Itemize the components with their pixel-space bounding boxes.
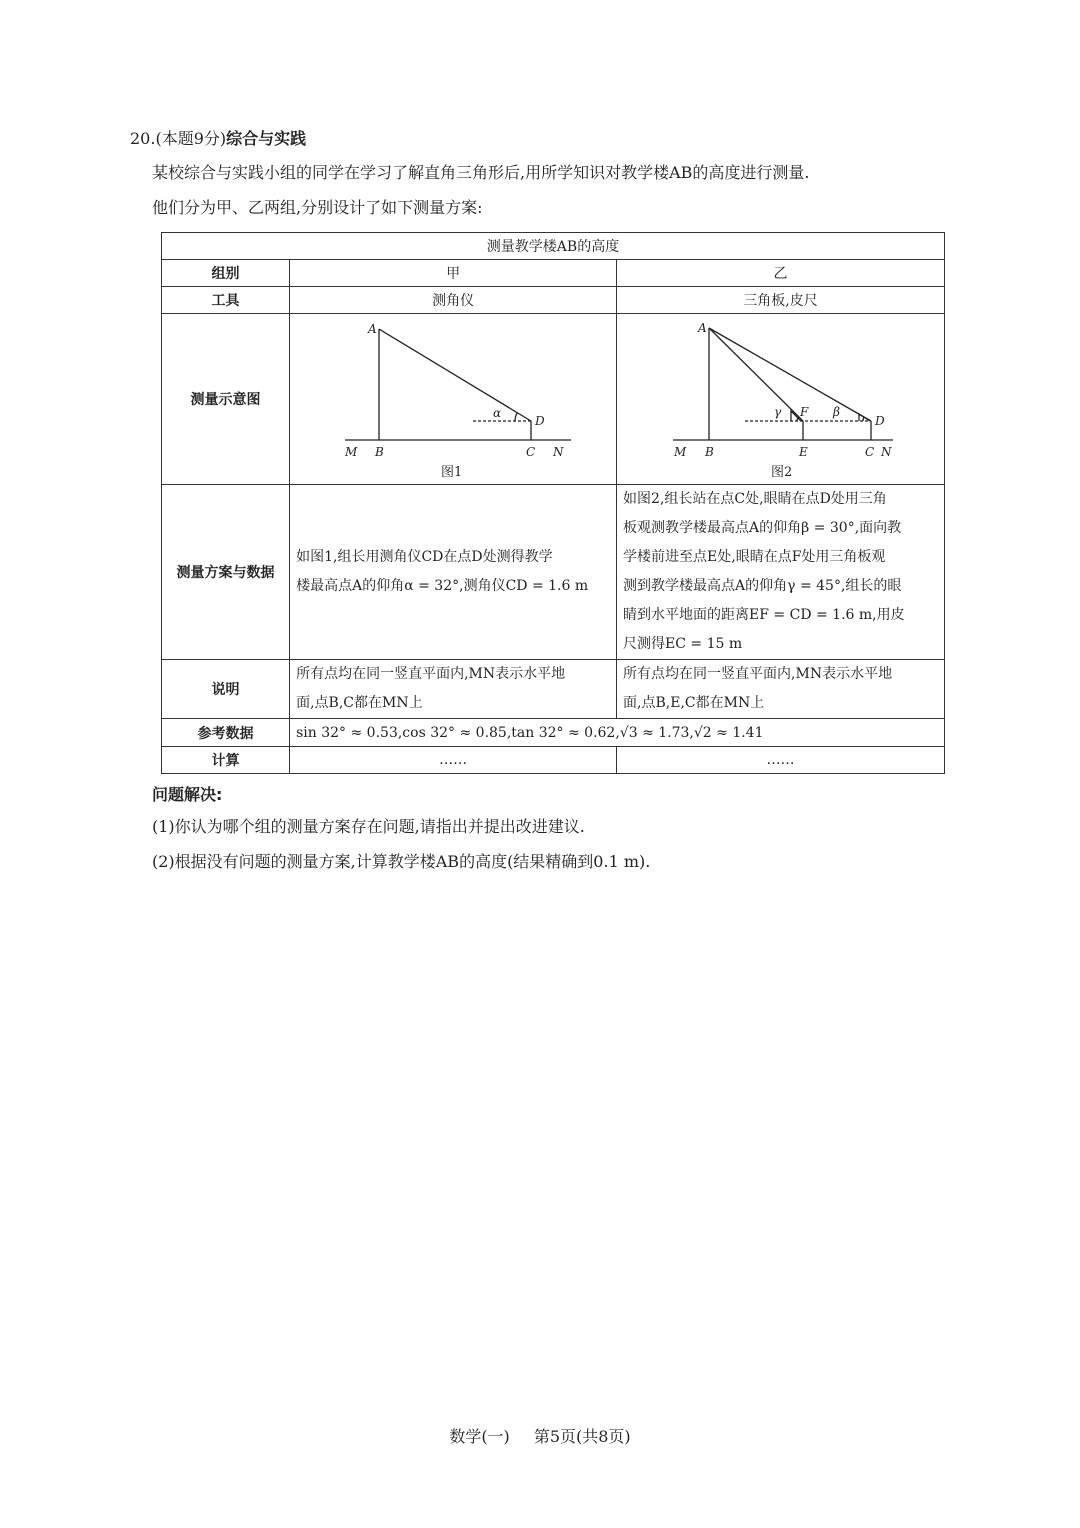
footer-subject: 数学(一) — [449, 1427, 510, 1446]
label-M: M — [673, 445, 686, 459]
figure-2-caption: 图2 — [770, 465, 792, 480]
row-label-calc: 计算 — [162, 747, 290, 774]
label-B: B — [704, 445, 714, 459]
measurement-table — [161, 232, 945, 774]
question-points: (本题9分) — [155, 129, 227, 148]
row-label-group: 组别 — [162, 260, 290, 287]
group-b-plan-line: 学楼前进至点E处,眼睛在点F处用三角板观 — [623, 549, 886, 565]
label-A: A — [697, 321, 707, 335]
row-label-reference: 参考数据 — [162, 719, 290, 747]
label-C: C — [526, 445, 536, 459]
reference-data: sin 32° ≈ 0.53,cos 32° ≈ 0.85,tan 32° ≈ 0.62,√3 ≈ 1.73,√2 ≈ 1.41 — [290, 719, 945, 747]
group-b-name: 乙 — [617, 260, 945, 287]
label-A: A — [368, 322, 377, 336]
angle-alpha-arc — [515, 413, 517, 421]
label-M: M — [345, 445, 358, 459]
group-b-note — [617, 660, 945, 719]
intro-line-2: 他们分为甲、乙两组,分别设计了如下测量方案: — [152, 198, 483, 217]
intro-line-1: 某校综合与实践小组的同学在学习了解直角三角形后,用所学知识对教学楼AB的高度进行测量. — [152, 163, 810, 182]
set-square-at-d — [859, 414, 870, 421]
group-a-calc: …… — [290, 747, 617, 774]
group-a-plan-line: 如图1,组长用测角仪CD在点D处测得教学 — [296, 549, 553, 565]
label-C: C — [864, 445, 874, 459]
question-number: 20. — [130, 129, 156, 148]
label-E: E — [798, 445, 808, 459]
label-F: F — [799, 405, 808, 419]
problem-solving-heading: 问题解决: — [152, 785, 223, 804]
row-label-diagram: 测量示意图 — [162, 314, 290, 485]
group-a-note-line: 所有点均在同一竖直平面内,MN表示水平地 — [296, 666, 566, 682]
label-B: B — [375, 445, 384, 459]
group-a-tool: 测角仪 — [290, 287, 617, 314]
sightline-ad — [709, 328, 871, 421]
group-b-plan-line: 板观测教学楼最高点A的仰角β = 30°,面向教 — [623, 520, 902, 536]
group-b-plan-line: 睛到水平地面的距离EF = CD = 1.6 m,用皮 — [623, 607, 905, 623]
sub-question-1: (1)你认为哪个组的测量方案存在问题,请指出并提出改进建议. — [152, 817, 585, 836]
group-a-plan — [290, 485, 617, 660]
footer-page-number: 第5页(共8页) — [533, 1427, 631, 1446]
label-D: D — [874, 414, 885, 428]
table-title: 测量教学楼AB的高度 — [162, 233, 945, 260]
group-a-plan-line: 楼最高点A的仰角α = 32°,测角仪CD = 1.6 m — [296, 578, 589, 594]
group-a-name: 甲 — [290, 260, 617, 287]
group-b-note-line: 所有点均在同一竖直平面内,MN表示水平地 — [623, 666, 893, 682]
sub-question-2: (2)根据没有问题的测量方案,计算教学楼AB的高度(结果精确到0.1 m). — [152, 852, 651, 871]
page-footer — [0, 1424, 1080, 1447]
row-label-tool: 工具 — [162, 287, 290, 314]
label-gamma: γ — [773, 405, 781, 419]
group-b-plan-line: 尺测得EC = 15 m — [623, 636, 743, 652]
sightline-ad — [379, 329, 531, 421]
group-a-note — [290, 660, 617, 719]
label-N: N — [553, 445, 564, 459]
figure-1-caption: 图1 — [441, 465, 463, 480]
label-alpha: α — [493, 406, 502, 420]
group-b-calc: …… — [617, 747, 945, 774]
row-label-note: 说明 — [162, 660, 290, 719]
question-topic: 综合与实践 — [226, 129, 307, 148]
group-b-plan-line: 如图2,组长站在点C处,眼睛在点D处用三角 — [623, 491, 887, 507]
group-a-note-line: 面,点B,C都在MN上 — [296, 695, 423, 711]
label-beta: β — [832, 405, 840, 419]
figure-2-diagram — [621, 315, 941, 483]
group-b-tool: 三角板,皮尺 — [617, 287, 945, 314]
figure-1-diagram — [293, 315, 613, 483]
group-b-plan-line: 测到教学楼最高点A的仰角γ = 45°,组长的眼 — [623, 578, 902, 594]
question-header — [130, 126, 306, 152]
group-b-note-line: 面,点B,E,C都在MN上 — [623, 695, 765, 711]
figure-1-cell — [290, 314, 617, 485]
label-N: N — [880, 445, 892, 459]
row-label-plan: 测量方案与数据 — [162, 485, 290, 660]
group-b-plan — [617, 485, 945, 660]
angle-beta-arc — [863, 417, 864, 421]
label-D: D — [535, 414, 545, 428]
figure-2-cell — [617, 314, 945, 485]
